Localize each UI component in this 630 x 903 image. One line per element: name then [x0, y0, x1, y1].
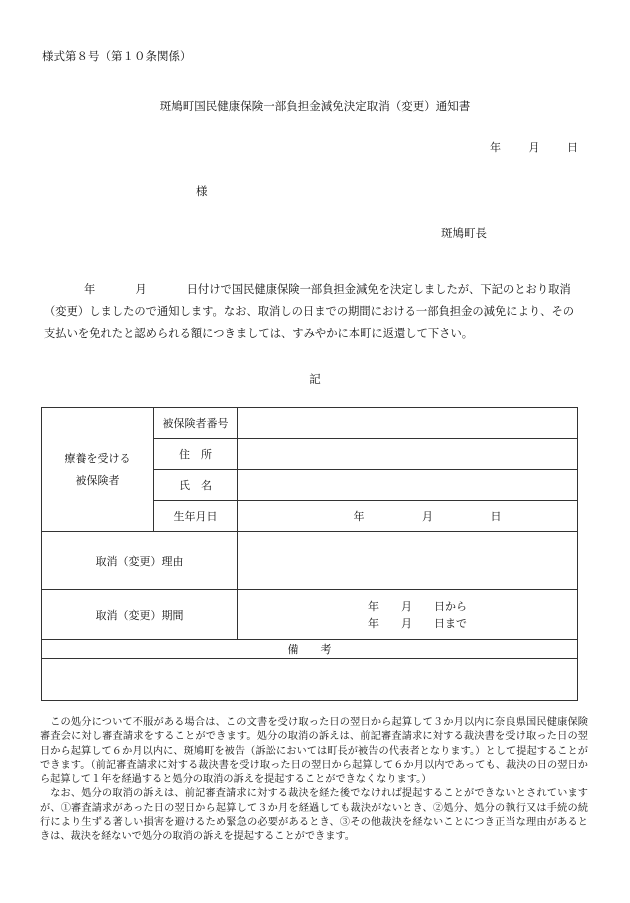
address-value[interactable] — [238, 439, 578, 470]
ki-heading: 記 — [309, 372, 321, 386]
notice-table — [41, 407, 578, 701]
address-label: 住 所 — [154, 439, 238, 470]
date-day: 日 — [567, 141, 578, 154]
name-label: 氏 名 — [154, 470, 238, 501]
birth-day: 日 — [490, 510, 502, 523]
document-title: 斑鳩町国民健康保険一部負担金減免決定取消（変更）通知書 — [159, 99, 471, 113]
recipient-suffix: 様 — [196, 184, 208, 198]
body-main-text: 日付けで国民健康保険一部負担金減免を決定しましたが、下記のとおり取消（変更）しましたので通知します。なお、取消しの日までの期間における一部負担金の減免により、その支払いを免れたと認められる額につきましては、すみやかに本町に返還して下さい。 — [44, 283, 575, 340]
insured-number-value[interactable] — [238, 408, 578, 439]
name-value[interactable] — [238, 470, 578, 501]
birth-year: 年 — [353, 510, 365, 523]
body-year: 年 — [84, 283, 96, 296]
period-label: 取消（変更）期間 — [42, 590, 238, 640]
remarks-label: 備 考 — [42, 640, 578, 659]
appeal-notice — [40, 716, 588, 845]
period-from: 年 月 日から — [368, 599, 467, 613]
date-month: 月 — [528, 141, 540, 154]
body-text — [44, 279, 584, 345]
form-number: 様式第８号（第１０条関係） — [42, 49, 192, 63]
appeal-notice-paragraph-2: なお、処分の取消の訴えは、前記審査請求に対する裁決を経た後でなければ提起することができないとされていますが、①審査請求があった日の翌日から起算して３か月を経過しても裁決がないとき、②処分、処分の執行又は手続の続行により生ずる著しい損害を避けるため緊急の必要があるとき、③その他裁決を経ないことにつき正当な理由があるときは、裁決を経ないで処分の取消の訴えを提起することができます。 — [40, 788, 588, 843]
period-value[interactable] — [238, 590, 578, 640]
birthdate-value[interactable] — [238, 501, 578, 532]
birthdate-label: 生年月日 — [154, 501, 238, 532]
date-year: 年 — [490, 141, 501, 154]
issue-date — [466, 139, 578, 155]
insured-group-label: 療養を受ける被保険者 — [42, 408, 154, 532]
remarks-value[interactable] — [42, 659, 578, 701]
sender: 斑鳩町長 — [441, 226, 487, 240]
reason-value[interactable] — [238, 532, 578, 590]
birth-month: 月 — [422, 510, 433, 523]
reason-label: 取消（変更）理由 — [42, 532, 238, 590]
body-month: 月 — [135, 283, 147, 296]
insured-number-label: 被保険者番号 — [154, 408, 238, 439]
period-to: 年 月 日まで — [368, 616, 467, 630]
appeal-notice-paragraph-1: この処分について不服がある場合は、この文書を受け取った日の翌日から起算して３か月以内に奈良県国民健康保険審査会に対し審査請求をすることができます。処分の取消の訴えは、前記審査請求に対する裁決書を受け取った日の翌日から起算して６か月以内に、斑鳩町を被告（訴訟においては町長が被告の代表者となります。）として提起することができます。（前記審査請求に対する裁決書を受け取った日の翌日から起算して６か月以内であっても、裁決の日の翌日から起算して１年を経過すると処分の取消の訴えを提起することができなくなります。） — [40, 717, 588, 786]
